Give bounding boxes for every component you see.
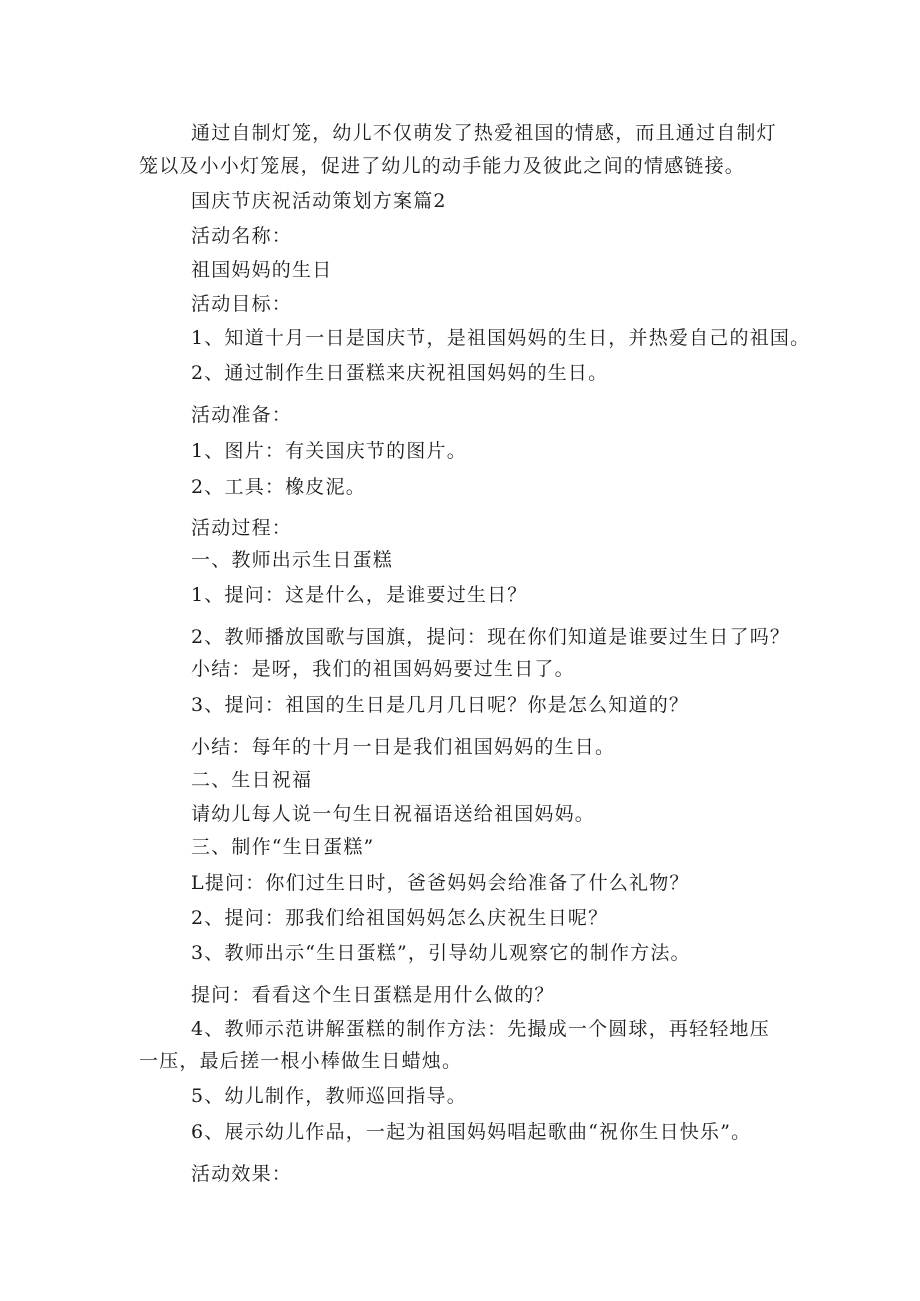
paragraph-line: 通过自制灯笼，幼儿不仅萌发了热爱祖国的情感，而且通过自制灯 — [191, 122, 777, 144]
list-item: 3、教师出示“生日蛋糕”，引导幼儿观察它的制作方法。 — [191, 942, 691, 964]
list-item: 2、教师播放国歌与国旗，提问：现在你们知道是谁要过生日了吗？ — [191, 626, 791, 648]
field-label: 活动名称： — [191, 225, 293, 247]
paragraph-line: 笼以及小小灯笼展，促进了幼儿的动手能力及彼此之间的情感链接。 — [139, 155, 746, 177]
field-label: 活动目标： — [191, 293, 293, 315]
summary-line: 小结：是呀，我们的祖国妈妈要过生日了。 — [191, 658, 575, 680]
list-item: L提问：你们过生日时，爸爸妈妈会给准备了什么礼物？ — [191, 872, 690, 894]
step-heading: 三、制作“生日蛋糕” — [191, 836, 375, 858]
step-heading: 二、生日祝福 — [191, 769, 313, 791]
field-label: 活动准备： — [191, 404, 293, 426]
list-item: 1、提问：这是什么，是谁要过生日？ — [191, 584, 528, 606]
step-heading: 一、教师出示生日蛋糕 — [191, 549, 394, 571]
section-heading: 国庆节庆祝活动策划方案篇2 — [191, 190, 447, 212]
field-label: 活动过程： — [191, 517, 293, 539]
list-item: 2、提问：那我们给祖国妈妈怎么庆祝生日呢？ — [191, 907, 609, 929]
list-item: 3、提问：祖国的生日是几月几日呢？你是怎么知道的？ — [191, 694, 690, 716]
paragraph-line: 提问：看看这个生日蛋糕是用什么做的？ — [191, 984, 555, 1006]
paragraph-line: 请幼儿每人说一句生日祝福语送给祖国妈妈。 — [191, 803, 596, 825]
list-item: 1、知道十月一日是国庆节，是祖国妈妈的生日，并热爱自己的祖国。 — [191, 327, 811, 349]
summary-line: 小结：每年的十月一日是我们祖国妈妈的生日。 — [191, 736, 616, 758]
list-item: 4、教师示范讲解蛋糕的制作方法：先撮成一个圆球，再轻轻地压 — [191, 1018, 770, 1040]
list-item: 2、通过制作生日蛋糕来庆祝祖国妈妈的生日。 — [191, 362, 609, 384]
field-label: 活动效果： — [191, 1163, 293, 1185]
list-item: 1、图片：有关国庆节的图片。 — [191, 440, 467, 462]
list-item: 5、幼儿制作，教师巡回指导。 — [191, 1085, 467, 1107]
list-item: 6、展示幼儿作品，一起为祖国妈妈唱起歌曲“祝你生日快乐”。 — [191, 1121, 752, 1143]
activity-name: 祖国妈妈的生日 — [191, 259, 333, 281]
list-item: 2、工具：橡皮泥。 — [191, 476, 366, 498]
paragraph-line: 一压，最后搓一根小棒做生日蜡烛。 — [139, 1050, 463, 1072]
